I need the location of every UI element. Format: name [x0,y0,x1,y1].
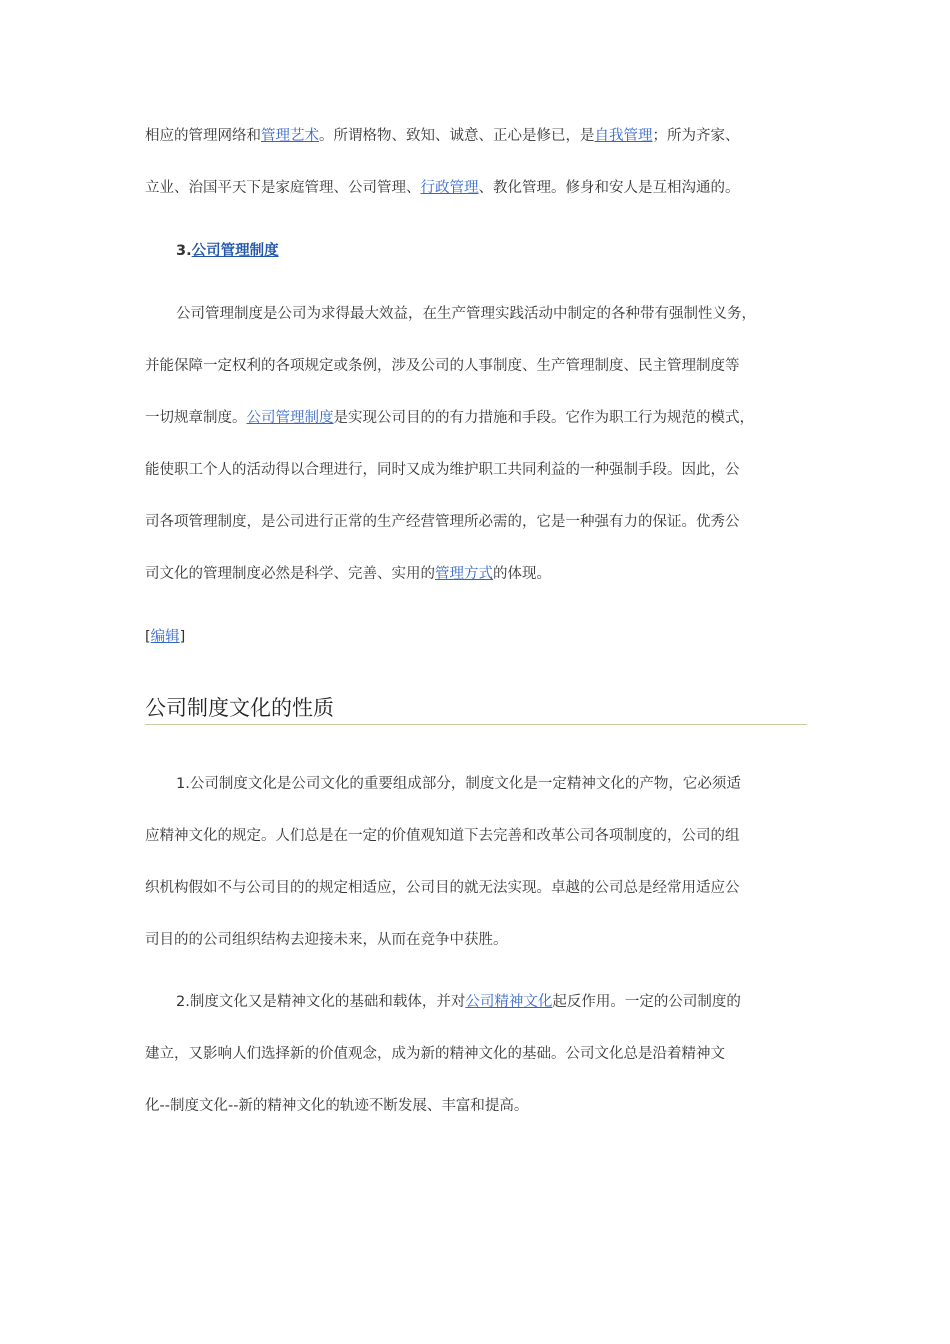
text-span: 立业、治国平天下是家庭管理、公司管理、 [145,180,421,196]
paragraph-line: 司目的的公司组织结构去迎接未来，从而在竞争中获胜。 [145,932,508,948]
paragraph-line [145,992,741,1012]
paragraph-line: 建立，又影响人们选择新的价值观念，成为新的精神文化的基础。公司文化总是沿着精神文 [145,1046,725,1062]
subheading [176,241,279,261]
paragraph-line [145,564,551,584]
text-span: 司文化的管理制度必然是科学、完善、实用的 [145,566,435,582]
text-span: 2.制度文化又是精神文化的基础和载体，并对 [176,994,466,1010]
paragraph-line: 公司管理制度是公司为求得最大效益，在生产管理实践活动中制定的各种带有强制性义务， [176,306,756,322]
link-self-management[interactable]: 自我管理 [594,128,653,144]
bracket-close: ] [179,629,186,645]
paragraph-line [145,178,740,198]
link-management-art[interactable]: 管理艺术 [261,128,319,144]
bracket-open: [ [145,629,151,645]
paragraph-line [145,126,740,146]
text-span: 是实现公司目的的有力措施和手段。它作为职工行为规范的模式， [333,410,754,426]
link-company-management-system[interactable]: 公司管理制度 [246,410,334,426]
paragraph-line: 1.公司制度文化是公司文化的重要组成部分，制度文化是一定精神文化的产物，它必须适 [176,776,741,792]
paragraph-line: 司各项管理制度，是公司进行正常的生产经营管理所必需的，它是一种强有力的保证。优秀公 [145,514,740,530]
paragraph-line [145,408,754,428]
text-span: 相应的管理网络和 [145,128,261,144]
paragraph-line: 能使职工个人的活动得以合理进行，同时又成为维护职工共同利益的一种强制手段。因此，公 [145,462,740,478]
link-company-management-system-heading[interactable]: 公司管理制度 [191,243,279,259]
section-title: 公司制度文化的性质 [145,694,807,725]
text-span: 、教化管理。修身和安人是互相沟通的。 [478,180,740,196]
edit-section [145,627,185,647]
text-span: 。所谓格物、致知、诚意、正心是修已，是 [319,128,595,144]
paragraph-line: 并能保障一定权利的各项规定或条例，涉及公司的人事制度、生产管理制度、民主管理制度等 [145,358,740,374]
paragraph-line: 化--制度文化--新的精神文化的轨迹不断发展、丰富和提高。 [145,1098,529,1114]
edit-link[interactable]: 编辑 [150,629,180,645]
subheading-number: 3. [176,243,192,259]
link-administrative-management[interactable]: 行政管理 [420,180,479,196]
link-management-method[interactable]: 管理方式 [435,566,493,582]
text-span: 的体现。 [493,566,551,582]
text-span: ；所为齐家、 [652,128,740,144]
paragraph-line: 织机构假如不与公司目的的规定相适应，公司目的就无法实现。卓越的公司总是经常用适应公 [145,880,740,896]
paragraph-line: 应精神文化的规定。人们总是在一定的价值观知道下去完善和改革公司各项制度的，公司的组 [145,828,740,844]
text-span: 一切规章制度。 [145,410,247,426]
link-company-spiritual-culture[interactable]: 公司精神文化 [465,994,553,1010]
text-span: 起反作用。一定的公司制度的 [552,994,741,1010]
